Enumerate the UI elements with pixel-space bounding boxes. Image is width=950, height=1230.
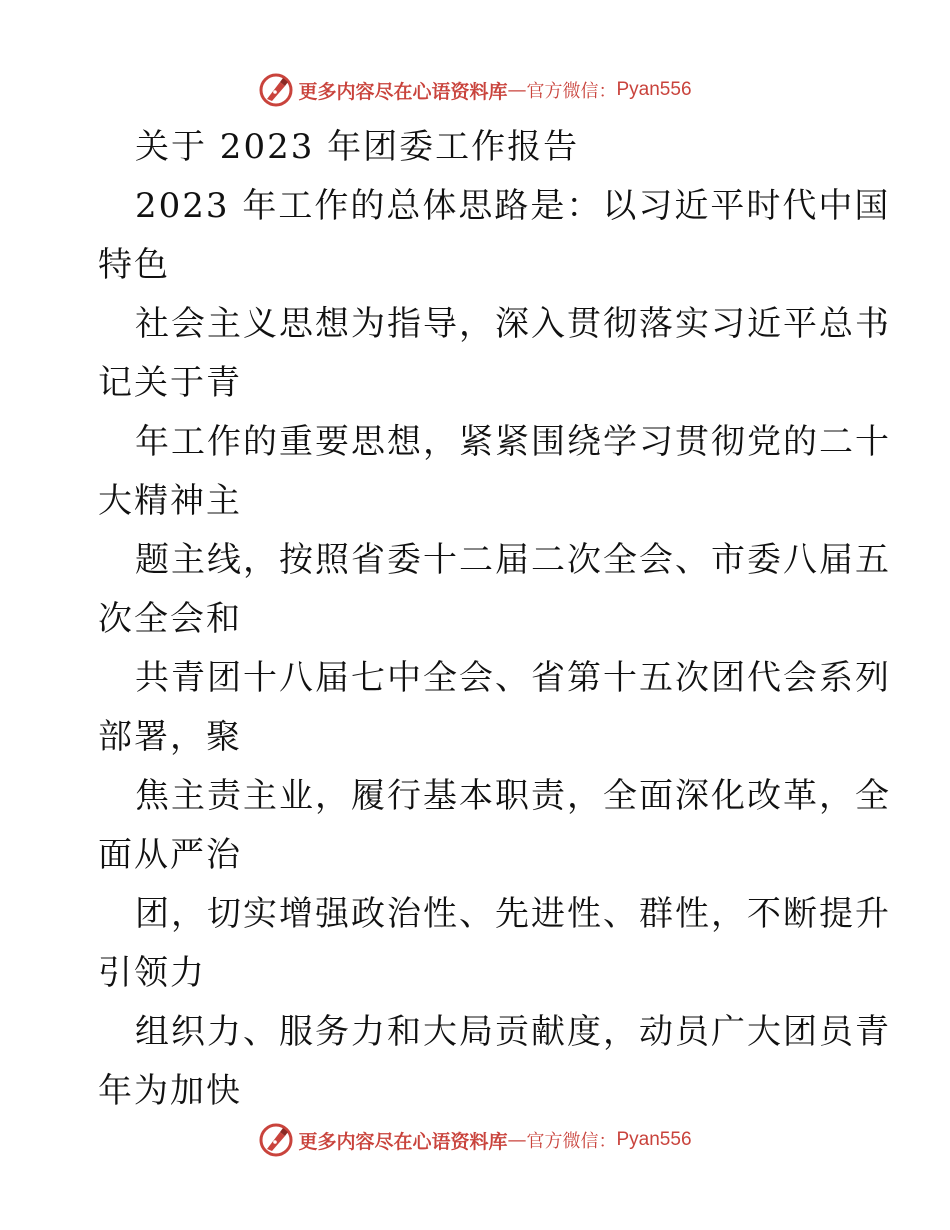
paragraph-line-wrap: 次全会和	[98, 599, 242, 639]
paragraph-line-wrap: 记关于青	[98, 363, 242, 403]
paragraph-line: 题主线，按照省委十二届二次全会、市委八届五	[135, 540, 891, 580]
header-banner	[0, 70, 950, 110]
banner-separator: —	[507, 1129, 527, 1151]
banner-separator: —	[507, 79, 527, 101]
paragraph-line: 2023 年工作的总体思路是：以习近平时代中国	[135, 186, 891, 226]
paragraph-line-wrap: 大精神主	[98, 481, 242, 521]
paragraph-line-wrap: 特色	[98, 245, 170, 285]
wechat-label: 官方微信：	[526, 1131, 617, 1152]
wechat-id: Pyan556	[616, 79, 692, 100]
paragraph-line: 年工作的重要思想，紧紧围绕学习贯彻党的二十	[135, 422, 891, 462]
paragraph-line: 社会主义思想为指导，深入贯彻落实习近平总书	[135, 304, 891, 344]
wechat-label: 官方微信：	[526, 81, 617, 102]
banner-text: 更多内容尽在心语资料库	[298, 80, 508, 103]
paragraph-line-wrap: 引领力	[98, 953, 206, 993]
paragraph-line-wrap: 面从严治	[98, 835, 242, 875]
footer-banner	[0, 1120, 950, 1160]
pen-logo-icon	[258, 1122, 294, 1158]
paragraph-line: 共青团十八届七中全会、省第十五次团代会系列	[135, 658, 891, 698]
document-body	[98, 118, 891, 1121]
banner-text: 更多内容尽在心语资料库	[298, 1130, 508, 1153]
paragraph-line: 焦主责主业，履行基本职责，全面深化改革，全	[135, 776, 891, 816]
paragraph-line-wrap: 部署，聚	[98, 717, 242, 757]
paragraph-line: 组织力、服务力和大局贡献度，动员广大团员青	[135, 1012, 891, 1052]
wechat-id: Pyan556	[616, 1129, 692, 1150]
paragraph-line: 团，切实增强政治性、先进性、群性，不断提升	[135, 894, 891, 934]
document-title: 关于 2023 年团委工作报告	[135, 127, 580, 167]
pen-logo-icon	[258, 72, 294, 108]
paragraph-line-wrap: 年为加快	[98, 1071, 242, 1111]
